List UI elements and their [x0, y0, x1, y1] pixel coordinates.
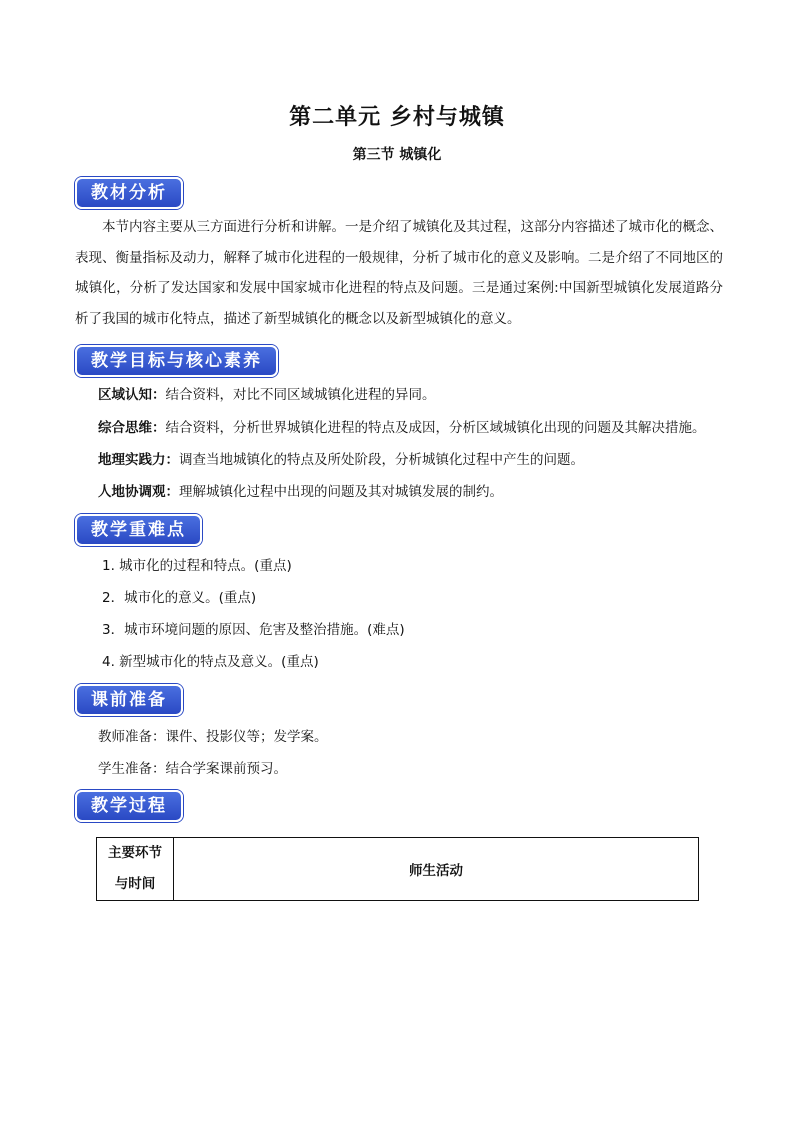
table-header-stage-line1: 主要环节: [108, 845, 162, 861]
objective-label: 地理实践力：: [98, 452, 179, 468]
objective-item-regional: [98, 385, 738, 405]
section-badge-objectives: 教学目标与核心素养: [75, 345, 278, 377]
keypoint-item: 4. 新型城市化的特点及意义。(重点): [102, 654, 319, 670]
objective-label: 人地协调观：: [98, 484, 179, 500]
section-badge-process: 教学过程: [75, 790, 183, 822]
objective-text: 理解城镇化过程中出现的问题及其对城镇发展的制约。: [179, 484, 503, 500]
student-preparation: 学生准备：结合学案课前预习。: [98, 761, 287, 777]
table-header-stage-line2: 与时间: [114, 876, 156, 892]
analysis-paragraph: 本节内容主要从三方面进行分析和讲解。一是介绍了城镇化及其过程，这部分内容描述了城市化的概念、表现、衡量指标及动力，解释了城市化进程的一般规律，分析了城市化的意义及影响。二是介绍了不同地区的城镇化，分析了发达国家和发展中国家城市化进程的特点及问题。三是通过案例:中国新型城镇化发展道路分析了我国的城市化特点，描述了新型城镇化的概念以及新型城镇化的意义。: [75, 219, 723, 327]
objective-item-integrated: [98, 418, 738, 438]
table-header-stage: [97, 838, 174, 901]
objective-label: 区域认知：: [98, 387, 166, 403]
objective-text: 结合资料，分析世界城镇化进程的特点及成因，分析区域城镇化出现的问题及其解决措施。: [165, 420, 706, 436]
objective-label: 综合思维：: [98, 420, 166, 436]
keypoint-item: 1. 城市化的过程和特点。(重点): [102, 558, 292, 574]
objective-item-harmony: [98, 482, 738, 502]
objective-item-practice: [98, 450, 738, 470]
keypoint-item: 3．城市环境问题的原因、危害及整治措施。(难点): [102, 622, 405, 638]
objective-text: 结合资料，对比不同区域城镇化进程的异同。: [165, 387, 436, 403]
section-badge-analysis: 教材分析: [75, 177, 183, 209]
section-badge-keypoints: 教学重难点: [75, 514, 202, 546]
page-subtitle: 第三节 城镇化: [352, 147, 442, 163]
page-title: 第二单元 乡村与城镇: [289, 105, 505, 130]
process-table: [96, 837, 699, 901]
teacher-preparation: 教师准备：课件、投影仪等；发学案。: [98, 729, 328, 745]
keypoint-item: 2．城市化的意义。(重点): [102, 590, 257, 606]
objective-text: 调查当地城镇化的特点及所处阶段，分析城镇化过程中产生的问题。: [179, 452, 584, 468]
section-badge-preparation: 课前准备: [75, 684, 183, 716]
table-header-activity: 师生活动: [174, 838, 699, 901]
table-row: [97, 838, 699, 901]
